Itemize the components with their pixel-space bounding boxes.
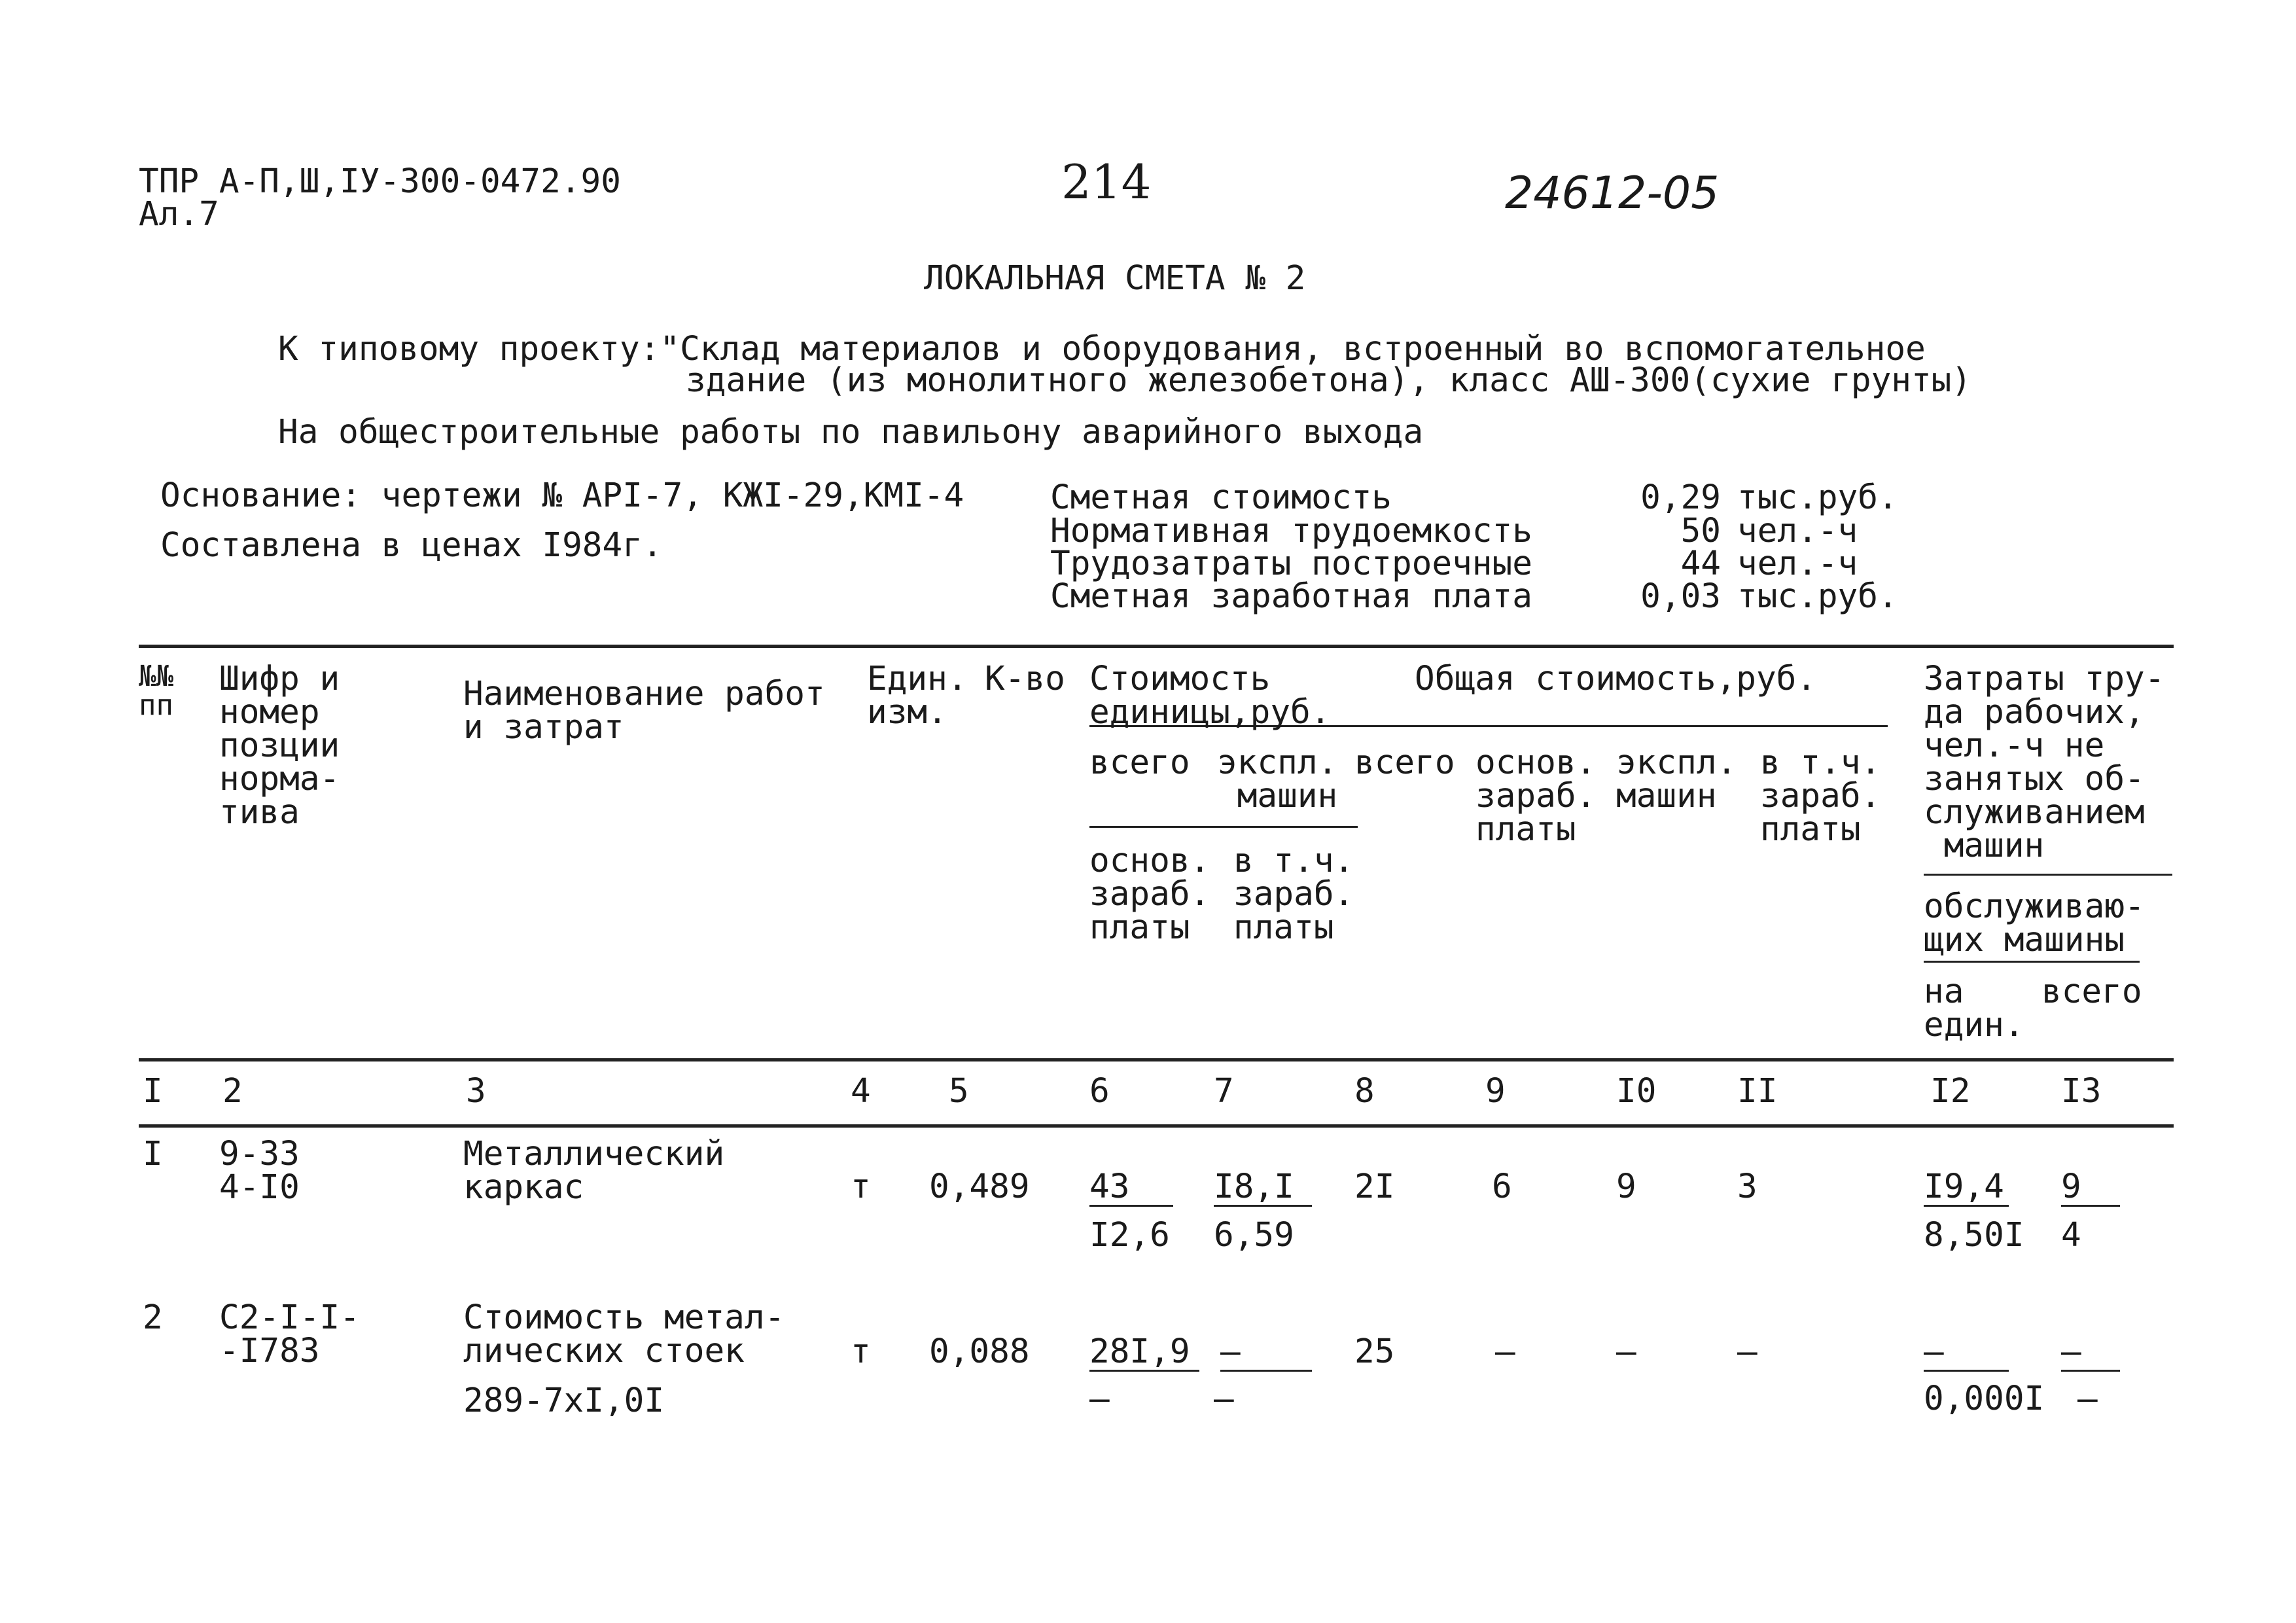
row-labor-total: – [2061, 1335, 2120, 1372]
row-labor-total: 9 [2061, 1170, 2120, 1207]
header-total-wages: основ. зараб. платы [1475, 743, 1597, 849]
row-total-machines: – [1616, 1332, 1636, 1371]
unit-cost-split-rule [1089, 826, 1358, 828]
row-labor-machines-per-unit: 8,50I [1924, 1216, 2024, 1255]
summary-unit: чел.-ч [1737, 512, 1858, 550]
header-unit: Един. изм. [867, 660, 968, 732]
header-quantity: К-во [985, 660, 1065, 698]
table-top-rule [139, 645, 2174, 648]
row-formula: 289-7хI,0I [463, 1382, 665, 1420]
summary-label: Нормативная трудоемкость [1050, 512, 1532, 550]
header-name: Наименование работ и затрат [463, 675, 825, 747]
row-unit-wages: I2,6 [1089, 1216, 1170, 1255]
header-labor-total: всего [2041, 972, 2142, 1011]
row-unit-total: 43 [1089, 1170, 1173, 1207]
row-total-machines: 9 [1616, 1168, 1636, 1206]
row-labor-machines-per-unit: 0,000I [1924, 1380, 2045, 1418]
column-number: I2 [1930, 1072, 1971, 1111]
labor-mid-underline [1924, 961, 2140, 963]
project-line-1: К типовому проекту:"Склад материалов и оборудования, встроенный во вспомогательное [278, 330, 1926, 368]
row-unit-total: 28I,9 [1089, 1335, 1199, 1372]
header-unit-wages: основ. зараб. платы [1089, 842, 1210, 947]
column-number: I0 [1616, 1072, 1657, 1111]
header-unit-machine-wages: в т.ч. зараб. платы [1233, 842, 1354, 947]
document-title: ЛОКАЛЬНАЯ СМЕТА № 2 [924, 259, 1306, 298]
row-total-machine-wages: 3 [1737, 1168, 1757, 1206]
document-code: ТПР А-П,Ш,IУ-300-0472.90 [139, 162, 621, 201]
column-number: 5 [949, 1072, 969, 1111]
row-labor-machines-total: 4 [2061, 1216, 2081, 1255]
price-basis: Составлена в ценах I984г. [160, 526, 663, 565]
column-number: II [1737, 1072, 1778, 1111]
summary-value: 44 [1680, 544, 1721, 583]
header-labor-per-unit: на един. [1924, 972, 2024, 1044]
row-unit-machine-wages: 6,59 [1214, 1216, 1294, 1255]
row-name: Металлический каркас [463, 1135, 725, 1207]
row-unit-wages: – [1089, 1380, 1110, 1418]
column-number: I [143, 1072, 163, 1111]
row-unit-machine-wages: – [1214, 1380, 1234, 1418]
column-numbers-rule [139, 1124, 2174, 1128]
row-total: 25 [1354, 1332, 1395, 1371]
header-total-cost: Общая стоимость,руб. [1415, 660, 1817, 698]
summary-label: Трудозатраты построечные [1050, 544, 1532, 583]
header-unit-total: всего [1089, 743, 1190, 782]
column-number: I3 [2061, 1072, 2102, 1111]
column-number: 7 [1214, 1072, 1234, 1111]
album-number: Ал.7 [139, 195, 219, 234]
column-number: 3 [466, 1072, 486, 1111]
summary-unit: тыс.руб. [1737, 478, 1898, 517]
row-unit: т [851, 1332, 871, 1371]
row-total-wages: – [1495, 1332, 1515, 1371]
header-labor: Затраты тру- да рабочих, чел.-ч не занятых об- служиванием машин [1924, 660, 2165, 865]
works-description: На общестроительные работы по павильону аварийного выхода [278, 413, 1424, 452]
header-unit-cost: Стоимость единицы,руб. [1089, 660, 1331, 732]
basis-drawings: Основание: чертежи № АРI-7, КЖI-29,КМI-4 [160, 476, 964, 515]
header-unit-machines: экспл. машин [1217, 743, 1338, 815]
header-code: Шифр и номер позции норма- тива [219, 660, 340, 832]
summary-unit: тыс.руб. [1737, 577, 1898, 616]
row-unit-machines: – [1220, 1335, 1312, 1372]
column-number: 9 [1485, 1072, 1506, 1111]
labor-split-rule [1924, 874, 2172, 876]
row-total-wages: 6 [1492, 1168, 1512, 1206]
header-total-machine-wages: в т.ч. зараб. платы [1760, 743, 1881, 849]
summary-label: Сметная заработная плата [1050, 577, 1532, 616]
header-bottom-rule [139, 1058, 2174, 1061]
row-unit-machines: I8,I [1214, 1170, 1312, 1207]
column-number: 8 [1354, 1072, 1375, 1111]
handwritten-number: 24612-05 [1505, 168, 1720, 219]
header-labor-machines: обслуживаю- щих машины [1924, 887, 2145, 959]
column-number: 4 [851, 1072, 871, 1111]
summary-unit: чел.-ч [1737, 544, 1858, 583]
row-number: 2 [143, 1298, 163, 1337]
project-line-2: здание (из монолитного железобетона), класс АШ-300(сухие грунты) [686, 361, 1972, 400]
summary-value: 0,03 [1640, 577, 1721, 616]
column-number: 6 [1089, 1072, 1110, 1111]
row-total-machine-wages: – [1737, 1332, 1757, 1371]
row-labor-per-unit: – [1924, 1335, 2009, 1372]
row-total: 2I [1354, 1168, 1395, 1206]
header-total: всего [1354, 743, 1455, 782]
row-code: С2-I-I- -I783 [219, 1298, 360, 1370]
row-labor-per-unit: I9,4 [1924, 1170, 2009, 1207]
row-number: I [143, 1135, 163, 1173]
summary-value: 50 [1680, 512, 1721, 550]
row-labor-machines-total: – [2077, 1380, 2098, 1418]
row-unit: т [851, 1168, 871, 1206]
summary-label: Сметная стоимость [1050, 478, 1392, 517]
column-number: 2 [222, 1072, 243, 1111]
summary-value: 0,29 [1640, 478, 1721, 517]
header-total-machines: экспл. машин [1616, 743, 1737, 815]
page-number: 214 [1061, 154, 1152, 209]
row-quantity: 0,489 [929, 1168, 1030, 1206]
row-code: 9-33 4-I0 [219, 1135, 300, 1207]
row-quantity: 0,088 [929, 1332, 1030, 1371]
header-row-number: №№ пп [139, 660, 173, 722]
row-name: Стоимость метал- лических стоек [463, 1298, 785, 1370]
